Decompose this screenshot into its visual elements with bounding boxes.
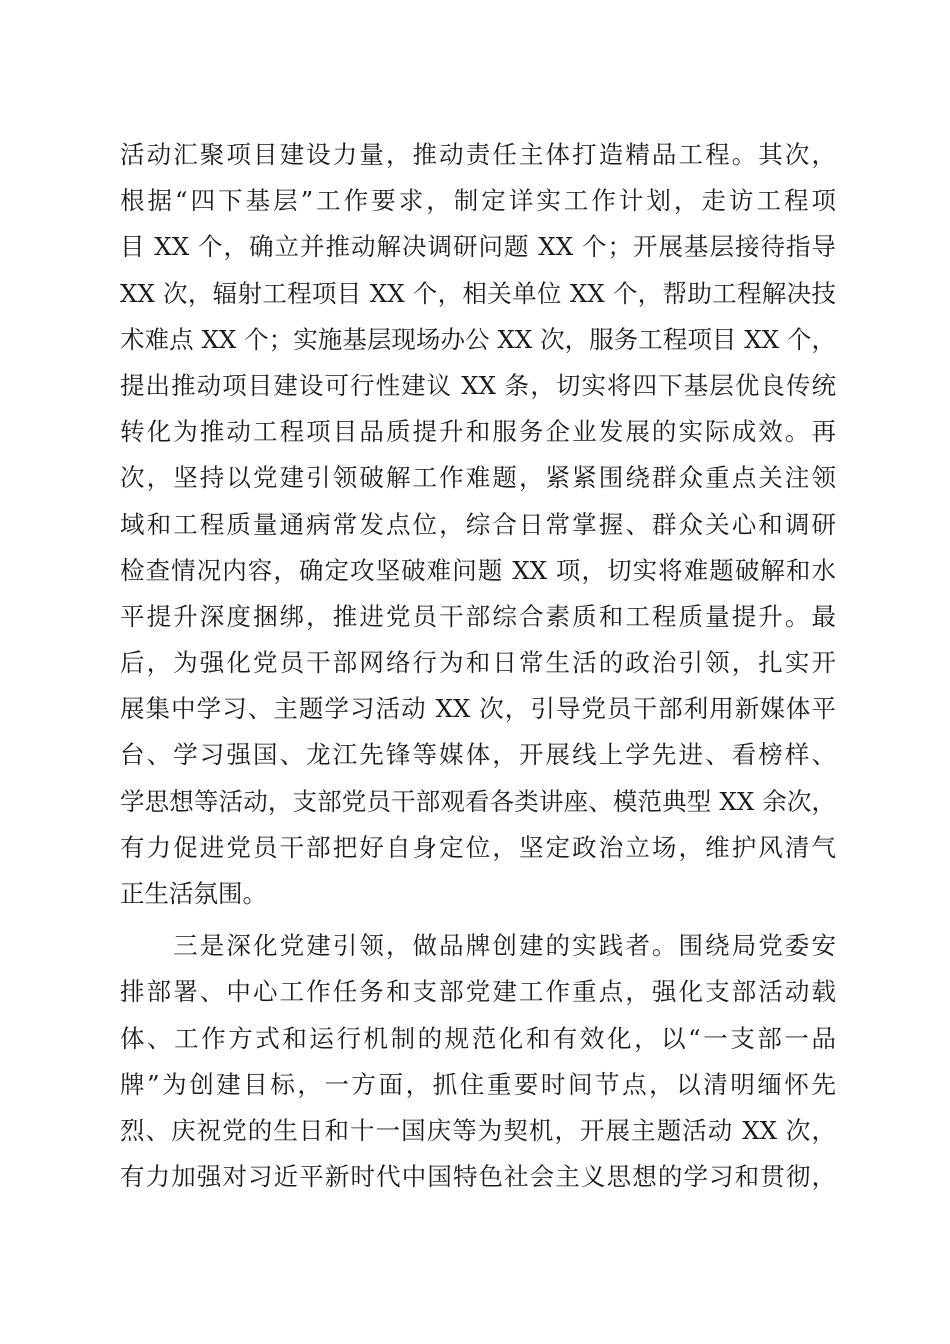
text-line: 有力加强对习近平新时代中国特色社会主义思想的学习和贯彻， [120, 1162, 836, 1192]
text-line: 有力促进党员干部把好自身定位，坚定政治立场，维护风清气 [120, 832, 836, 862]
text-line: 平提升深度捆绑，推进党员干部综合素质和工程质量提升。最 [120, 601, 836, 631]
text-line: 后，为强化党员干部网络行为和日常生活的政治引领，扎实开 [120, 648, 836, 678]
text-line: 术难点 XX 个；实施基层现场办公 XX 次，服务工程项目 XX 个， [120, 324, 836, 354]
text-line: 次，坚持以党建引领破解工作难题，紧紧围绕群众重点关注领 [120, 463, 836, 493]
paragraph-1 [120, 132, 836, 917]
text-line: 三是深化党建引领，做品牌创建的实践者。围绕局党委安 [120, 931, 836, 961]
text-line: 提出推动项目建设可行性建议 XX 条，切实将四下基层优良传统 [120, 370, 836, 400]
document-body [120, 132, 836, 1200]
text-line: 检查情况内容，确定攻坚破难问题 XX 项，切实将难题破解和水 [120, 555, 836, 585]
paragraph-2 [120, 923, 836, 1200]
text-line: 排部署、中心工作任务和支部党建工作重点，强化支部活动载 [120, 977, 836, 1007]
text-line: 正生活氛围。 [120, 879, 267, 908]
text-line: 转化为推动工程项目品质提升和服务企业发展的实际成效。再 [120, 417, 836, 447]
text-line: 牌”为创建目标，一方面，抓住重要时间节点，以清明缅怀先 [120, 1069, 836, 1099]
text-line: XX 次，辐射工程项目 XX 个，相关单位 XX 个，帮助工程解决技 [120, 278, 836, 308]
text-line: 根据“四下基层”工作要求，制定详实工作计划，走访工程项 [120, 186, 836, 216]
text-line: 台、学习强国、龙江先锋等媒体，开展线上学先进、看榜样、 [120, 740, 836, 770]
text-line: 展集中学习、主题学习活动 XX 次，引导党员干部利用新媒体平 [120, 694, 836, 724]
text-line: 目 XX 个，确立并推动解决调研问题 XX 个；开展基层接待指导 [120, 232, 836, 262]
text-line: 烈、庆祝党的生日和十一国庆等为契机，开展主题活动 XX 次， [120, 1115, 836, 1145]
text-line: 活动汇聚项目建设力量，推动责任主体打造精品工程。其次， [120, 140, 836, 169]
text-line: 域和工程质量通病常发点位，综合日常掌握、群众关心和调研 [120, 509, 836, 539]
text-line: 体、工作方式和运行机制的规范化和有效化，以“一支部一品 [120, 1023, 836, 1053]
text-line: 学思想等活动，支部党员干部观看各类讲座、模范典型 XX 余次， [120, 786, 836, 816]
